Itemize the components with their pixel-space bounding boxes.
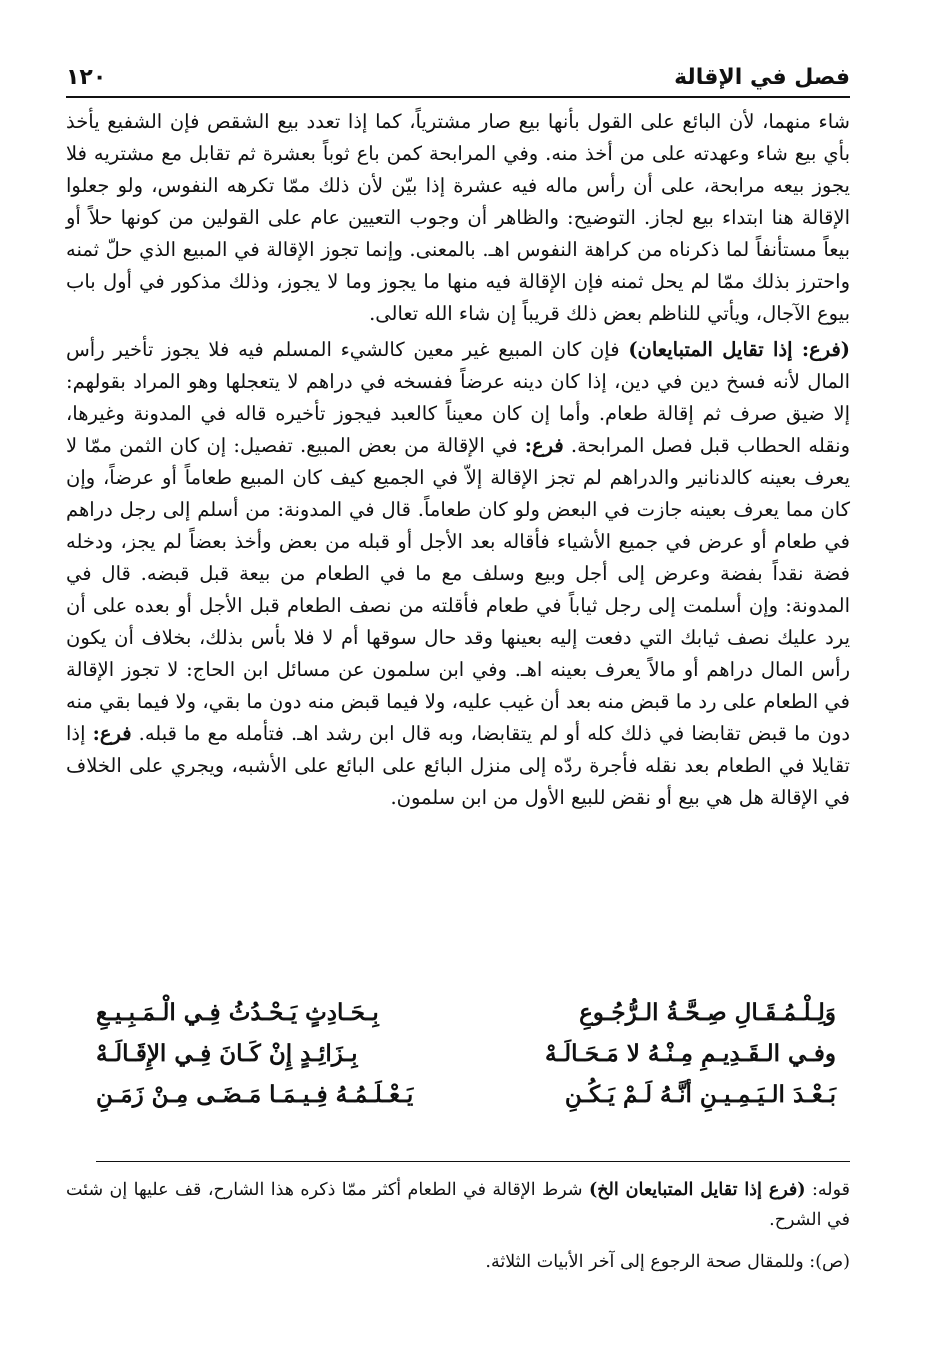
poem-verses	[96, 992, 836, 1115]
verse-first-hemistich: بَـعْـدَ الـيَـمِـيـنِ أنَّـهُ لَـمْ يَـكُـنِ	[564, 1081, 836, 1108]
text-segment: في الإقالة من بعض المبيع. تفصيل: إن كان الثمن ممّا لا يعرف بعينه كالدنانير والدراهم لم تجز الإقالة إلاّ في الجميع كيف كان المبيع طعاماً أو عرضاً، وإن كان مما يعرف بعينه جازت في البعض ولو كان طعاماً. قال في المدونة: من أسلم إلى رجل دراهم في طعام أو عرض في جميع الأشياء فأقاله بعد الأجل أو قبله من بعض وأخذ بعضاً لم يجز، ودخله فضة نقداً بفضة وعرض إلى أجل وبيع وسلف مع ما في الطعام من بيعة قبل قبضه. قال في المدونة: وإن أسلمت إلى رجل ثياباً في طعام فأقلته من نصف الطعام قبل الأجل أو بعده على أن يرد عليك نصف ثيابك التي دفعت إليه بعينها وقد حال سوقها أم لا فلا بأس بذلك، بخلاف أن يكون رأس المال دراهم أو مالاً يعرف بعينه اهـ. وفي ابن سلمون عن مسائل ابن الحاج: لا تجوز الإقالة في الطعام على رد ما قبض منه بعد أن غيب عليه، ولا فيما قبض منه دون ما بقي، ولا فيما بقي منه دون ما قبض تقابضا في ذلك كله أو لم يتقابضا، وبه قال ابن رشد اهـ. فتأمله مع ما قبله.	[66, 434, 851, 745]
verse-first-hemistich: وَلِـلْـمُـقَـالِ صِـحَّـةُ الـرُّجُـوعِ	[579, 999, 836, 1026]
text-segment-bold: (فرع: إذا تقايل المتبايعان)	[628, 338, 851, 361]
text-segment: (ص): وللمقال صحة الرجوع إلى آخر الأبيات الثلاثة.	[485, 1252, 850, 1272]
paragraph	[66, 106, 850, 330]
text-segment: شاء منهما، لأن البائع على القول بأنها بيع صار مشترياً، كما إذا تعدد بيع الشقص فإن الشفيع يأخذ بأي بيع شاء وعهدته على من أخذ منه. وفي المرابحة كمن باع ثوباً بعشرة ثم تقابل مع مشتريه فلا يجوز بيعه مرابحة، على أن رأس ماله فيه عشرة إذا بيّن لأن ذلك ممّا تكرهه النفوس، ولو جعلوا الإقالة هنا ابتداء بيع لجاز. التوضيح: والظاهر أن وجوب التعيين عام على القولين من كونها حلاً أو بيعاً مستأنفاً لما ذكرناه من كراهة النفوس اهـ. بالمعنى. وإنما تجوز الإقالة في المبيع الذي حلّ ثمنه واحترز بذلك ممّا لم يحل ثمنه فإن الإقالة فيه منها ما يجوز وما لا يجوز، وذلك مذكور في أول باب بيوع الآجال، ويأتي للناظم بعض ذلك قريباً إن شاء الله تعالى.	[66, 110, 850, 325]
chapter-title: فصل في الإقالة	[674, 64, 850, 90]
verse-first-hemistich: وفـي الـقَـدِيـمِ مِـنْـهُ لا مَـحَـالَـهْ	[545, 1040, 836, 1067]
footnote	[66, 1247, 850, 1277]
footnote-rule	[96, 1161, 850, 1162]
text-segment: إذا تقايلا في الطعام بعد نقله فأجرة ردّه إلى منزل البائع على البائع على الأشبه، ويجري على الخلاف في الإقالة هل هي بيع أو نقض للبيع الأول من ابن سلمون.	[66, 722, 850, 809]
text-segment-bold: فرع:	[92, 722, 132, 745]
verse	[96, 992, 836, 1033]
text-segment: شرط الإقالة في الطعام أكثر ممّا ذكره هذا الشارح، قف عليها إن شئت في الشرح.	[66, 1180, 850, 1230]
verse	[96, 1074, 836, 1115]
text-segment-bold: (فرع إذا تقايل المتبايعان الخ)	[588, 1180, 806, 1200]
page-header	[66, 58, 850, 96]
verse	[96, 1033, 836, 1074]
text-segment: قوله:	[805, 1180, 851, 1200]
page-number: ١٢٠	[66, 64, 107, 90]
verse-second-hemistich: بِـزَائِـدٍ إِنْ كَـانَ فِـي الإِقَـالَـهْ	[96, 1040, 358, 1067]
main-text	[66, 106, 850, 814]
text-segment: فإن كان المبيع غير معين كالشيء المسلم فيه فلا يجوز تأخير رأس المال لأنه فسخ دين في دين، إذا كان دينه عرضاً ففسخه في دراهم لا يتعجلها وهو المراد بقولهم: إلا ضيق صرف ثم إقالة طعام. وأما إن كان معيناً كالعبد فيجوز تأخيره قاله في المدونة وغيرها، ونقله الحطاب قبل فصل المرابحة.	[66, 338, 850, 457]
verse-second-hemistich: يَـعْـلَـمُـهُ فِـيـمَـا مَـضَـى مِـنْ زَمَـنِ	[96, 1081, 414, 1108]
header-rule	[66, 96, 850, 98]
text-segment-bold: فرع:	[524, 434, 564, 457]
paragraph	[66, 334, 850, 814]
footnotes	[66, 1175, 850, 1277]
footnote	[66, 1175, 850, 1235]
verse-second-hemistich: بِـحَـادِثٍ يَـحْـدُثُ فِـي الْـمَـبِـيـعِ	[96, 999, 379, 1026]
